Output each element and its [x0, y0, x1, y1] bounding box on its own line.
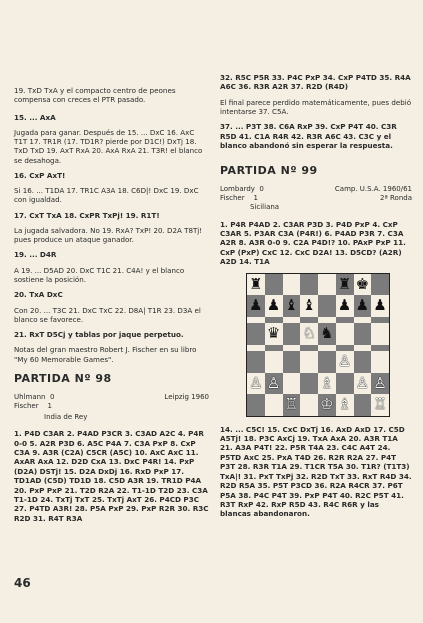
white-pawn-icon: ♙: [355, 373, 370, 392]
round: 2ª Ronda: [380, 194, 412, 203]
note-fischer: Notas del gran maestro Robert J. Fischer en su libro "My 60 Memorable Games".: [14, 345, 197, 364]
board-square: [354, 373, 372, 395]
board-square: [318, 394, 336, 416]
board-square: [265, 351, 283, 373]
board-square: [283, 351, 301, 373]
board-square: [354, 394, 372, 416]
board-square: [354, 351, 372, 373]
board-square: [247, 295, 265, 317]
board-square: [265, 323, 283, 345]
black-queen-icon: ♛: [266, 324, 281, 343]
white-knight-icon: ♘: [302, 324, 316, 343]
board-square: [354, 274, 372, 296]
white-player: Uhlmann: [14, 392, 46, 401]
note-15: Jugada para ganar. Después de 15. ... DxC 16. AxC T1T 17. TR1R (17. TD1R? pierde por D1C!) DxTj 18. TxD TxD 19. AxT RxA 20. AxA RxA 21. T3R! el blanco se desahoga.: [14, 128, 203, 165]
opening-99: Siciliana: [250, 203, 280, 212]
black-knight-icon: ♞: [320, 324, 334, 343]
black-pawn-icon: ♟: [266, 296, 281, 315]
white-player: Lombardy: [220, 185, 255, 194]
game-98-end: 37. ... P3T 38. C6A RxP 39. CxP P4T 40. C3R R5D 41. C1A R4R 42. R3R A6C 43. C3C y el blanco abandonó sin esperar la respuesta.: [220, 122, 397, 151]
board-square: [283, 274, 301, 296]
board-square: [371, 274, 389, 296]
left-column: [14, 86, 209, 529]
board-square: [336, 295, 354, 317]
board-square: [247, 323, 265, 345]
right-column: [220, 73, 412, 525]
board-square: [283, 295, 301, 317]
game-98-white: [14, 393, 209, 402]
black-pawn-icon: ♟: [373, 296, 387, 315]
black-bishop-icon: ♝: [284, 296, 299, 315]
page-number: 46: [14, 576, 31, 590]
board-square: [354, 323, 372, 345]
black-player: Fischer: [220, 194, 245, 203]
board-square: [300, 351, 318, 373]
black-score: 1: [47, 401, 52, 410]
board-square: [283, 323, 301, 345]
board-square: [247, 351, 265, 373]
board-square: [318, 323, 336, 345]
white-rook-icon: ♖: [284, 395, 299, 414]
move-15: 15. ... AxA: [14, 112, 56, 122]
board-square: [265, 295, 283, 317]
white-score: 0: [259, 185, 264, 194]
note-20: Con 20. ... T3C 21. DxC TxC 22. D8A| T1R 23. D3A el blanco se favorece.: [14, 305, 201, 324]
white-pawn-icon: ♙: [373, 373, 387, 392]
board-square: [300, 295, 318, 317]
white-king-icon: ♔: [320, 395, 334, 414]
black-pawn-icon: ♟: [249, 296, 263, 315]
board-square: [283, 373, 301, 395]
black-rook-icon: ♜: [249, 274, 263, 293]
game-98-black: [14, 402, 209, 411]
board-square: [265, 394, 283, 416]
board-square: [265, 274, 283, 296]
board-square: [318, 274, 336, 296]
black-king-icon: ♚: [355, 274, 370, 293]
board-square: [283, 394, 301, 416]
black-player: Fischer: [14, 401, 39, 410]
board-square: [371, 295, 389, 317]
move-21: 21. RxT D5Cj y tablas por jaque perpetuo.: [14, 330, 184, 340]
board-square: [300, 373, 318, 395]
board-square: [371, 351, 389, 373]
black-rook-icon: ♜: [337, 274, 352, 293]
intro-line-1: 19. TxD TxA y el compacto centro de peones: [14, 86, 176, 95]
note-17: La jugada salvadora. No 19. RxA? TxP! 20. D2A T8Tj! pues produce un ataque ganador.: [14, 226, 203, 245]
white-rook-icon: ♖: [373, 395, 387, 414]
board-square: [247, 274, 265, 296]
board-square: [336, 274, 354, 296]
note-19: A 19. ... D5AD 20. DxC T1C 21. C4A! y el blanco sostiene la posición.: [14, 265, 185, 285]
board-square: [336, 323, 354, 345]
intro-line-2: compensa con creces el PTR pasado.: [14, 95, 146, 105]
move-17: 17. CxT TxA 18. CxPR TxPj! 19. R1T!: [14, 210, 160, 220]
white-pawn-icon: ♙: [249, 373, 263, 392]
white-bishop-icon: ♗: [320, 373, 334, 392]
event: Leipzig 1960: [164, 392, 209, 401]
game-99-black: [220, 194, 412, 203]
board-square: [336, 373, 354, 395]
black-pawn-icon: ♟: [355, 296, 370, 315]
board-square: [371, 323, 389, 345]
board-square: [318, 373, 336, 395]
black-pawn-icon: ♟: [337, 296, 352, 315]
game-99-moves: 1. P4R P4AD 2. C3AR P3D 3. P4D PxP 4. CxP C3AR 5. P3AR C3A (P4R!) 6. P4AD P3R 7. C3A A2R 8. A3R 0-0 9. C2A P4D!? 10. PAxP PxP 11. CxP (PxP) CxC 12. CxC D2A! 13. D5CD? (A2R) A2D 14. T1A: [220, 219, 406, 267]
white-bishop-icon: ♗: [337, 395, 352, 414]
board-square: [247, 394, 265, 416]
game-98-title: PARTIDA Nº 98: [14, 371, 112, 385]
board-square: [336, 351, 354, 373]
board-square: [300, 274, 318, 296]
board-square: [247, 373, 265, 395]
event: Camp. U.S.A. 1960/61: [334, 185, 412, 194]
game-99-title: PARTIDA Nº 99: [220, 164, 318, 178]
move-16: 16. CxP AxT!: [14, 170, 66, 180]
game-99-white: [220, 185, 412, 194]
board-square: [336, 394, 354, 416]
black-score: 1: [253, 194, 258, 203]
white-score: 0: [49, 392, 55, 401]
chess-board: [247, 274, 389, 416]
board-square: [265, 373, 283, 395]
board-square: [371, 394, 389, 416]
move-19: 19. ... D4R: [14, 250, 57, 260]
board-square: [371, 373, 389, 395]
game-99-moves-after: 14. ... C5C! 15. CxC DxTj 16. AxD AxD 17. C5D A5Tj! 18. P3C AxCj 19. TxA AxA 20. A3R T1A 21. A3A P4T! 22. P5R T4A 23. C4C A4T 24. P5TD AxC 25. PxA T4D 26. R2R R2A 27. P4T P3T 28. R3R T1A 29. T1CR T5A 30. T1R? (T1T3) TxA|! 31. PxT TxPj 32. R2D TxT 33. RxT R4D 34. R2D R5A 35. P5T P3CD 36. R2A R4CR 37. P6T P5A 38. P4C P4T 39. PxP P4T 40. R2C P5T 41. R3T RxP 42. RxP R5D 43. R4C R6R y las blancas abandonaron.: [220, 424, 412, 519]
note-16: Si 16. ... T1DA 17. TR1C A3A 18. C6D|! DxC 19. DxC con igualdad.: [14, 186, 199, 205]
board-square: [318, 295, 336, 317]
game-98-continuation: 32. R5C P5R 33. P4C PxP 34. CxP P4TD 35. R4A A6C 36. R3R A2R 37. R2D (R4D): [220, 73, 411, 92]
board-square: [318, 351, 336, 373]
game-98-note: El final parece perdido matemáticamente, pues debió intentarse 37. C5A.: [220, 97, 412, 117]
white-pawn-icon: ♙: [266, 373, 281, 392]
white-pawn-icon: ♙: [337, 352, 352, 371]
black-bishop-icon: ♝: [302, 296, 316, 315]
board-square: [300, 394, 318, 416]
board-square: [354, 295, 372, 317]
game-98-moves: 1. P4D C3AR 2. P4AD P3CR 3. C3AD A2C 4. P4R 0-0 5. A2R P3D 6. A5C P4A 7. C3A PxP 8. CxP C3A 9. A3R (C2A) C5CR (A5C) 10. AxC AxC 11. AxAR AxA 12. D2D CxA 13. DxC P4R! 14. PxP (D2A) DSTj! 15. D2A DxDj 16. RxD PxP 17. TD1AD (C5D) TD1D 18. C5D A3R 19. TR1D P4A 20. PxP PxP 21. T2D R2A 22. T1-1D T2D 23. C3A T1-1D 24. TxTj TxT 25. TxTj AxT 26. P4CD P3C 27. P4TD A3R! 28. P5A PxP 29. PxP R2R 30. R3C R2D 31. R4T R3A: [14, 429, 209, 523]
chess-diagram: [246, 273, 390, 417]
move-20: 20. TxA DxC: [14, 290, 63, 300]
opening-98: India de Rey: [44, 412, 88, 421]
board-square: [300, 323, 318, 345]
